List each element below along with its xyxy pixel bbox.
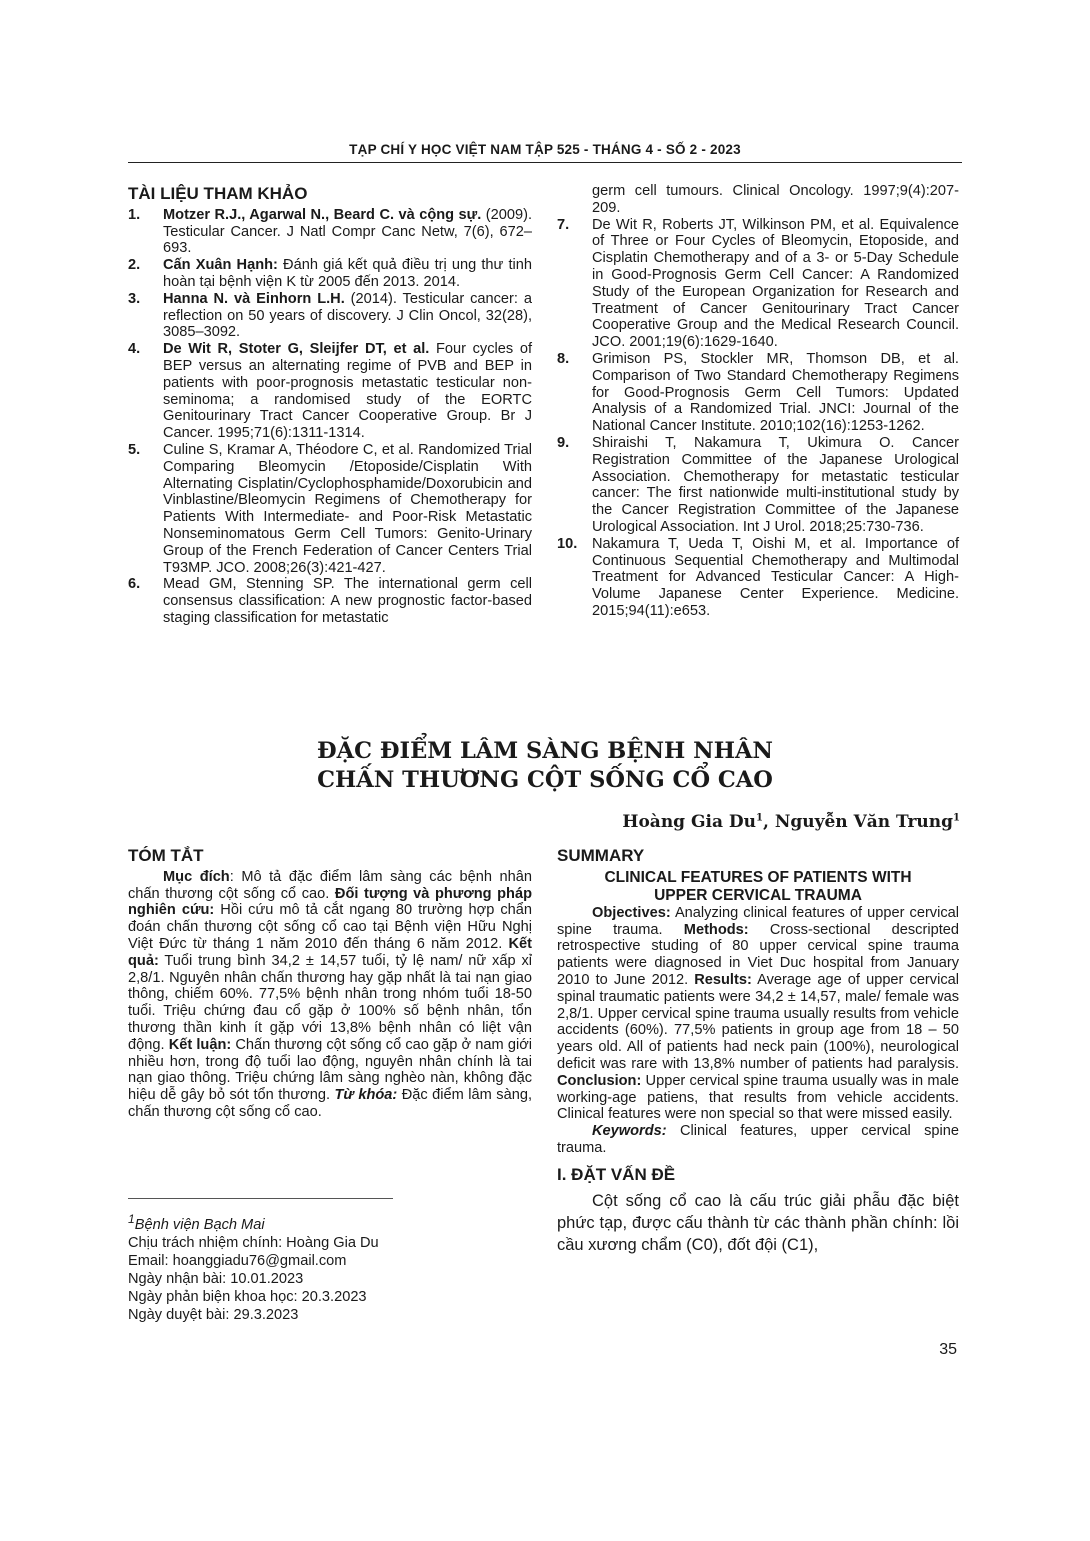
footnote-divider — [128, 1198, 393, 1199]
reference-number: 9. — [557, 434, 570, 451]
reference-text: (2014). Testicular cancer: a reflection on 50 years of discovery. J Clin Oncol, 32(28), 3085–3092. — [163, 290, 532, 341]
reference-authors: Motzer R.J., Agarwal N., Beard C. và cộng sự. — [163, 206, 482, 223]
reference-number: 4. — [128, 341, 141, 358]
reference-text: Culine S, Kramar A, Théodore C, et al. Randomized Trial Comparing Bleomycin /Etoposide/Cisplatin With Alternating Cisplatin/Cyclophosphamide/Doxorubicin and Vinblastine/Bleomycin Regimens of Chemotherapy for Patients With Intermediate- and Poor-Risk Metastatic Nonseminomatous Germ Cell Tumors: Genito-Urinary Group of the French Federation of Cancer Centers Trial T93MP. JCO. 2008;26(3):421-427. — [163, 441, 532, 576]
reference-item — [128, 291, 532, 341]
reference-number: 1. — [128, 206, 141, 223]
journal-header: TẠP CHÍ Y HỌC VIỆT NAM TẬP 525 - THÁNG 4 - SỐ 2 - 2023 — [349, 142, 741, 157]
reference-item — [128, 576, 532, 626]
author-name: Nguyễn Văn Trung — [774, 812, 954, 832]
paper-title-line-1: ĐẶC ĐIỂM LÂM SÀNG BỆNH NHÂN — [317, 738, 773, 764]
author-affiliation-mark: 1 — [756, 812, 763, 824]
reference-authors: Cấn Xuân Hạnh: — [163, 257, 278, 274]
email: Email: hoanggiadu76@gmail.com — [128, 1252, 347, 1269]
reference-authors: Hanna N. và Einhorn L.H. — [163, 290, 345, 307]
reference-text: Shiraishi T, Nakamura T, Ukimura O. Cancer Registration Committee of the Japanese Urological Association. Chemotherapy for metastatic testicular cancer: The first nationwide multi-institutional study by the Cancer Registration Committee of the Japanese Urological Association. Int J Urol. 2018;25:730-736. — [592, 434, 959, 535]
date-accepted: Ngày duyệt bài: 29.3.2023 — [128, 1306, 299, 1323]
reference-number: 10. — [557, 535, 578, 552]
abstract-en-subtitle: CLINICAL FEATURES OF PATIENTS WITH UPPER CERVICAL TRAUMA — [604, 868, 912, 904]
reference-number: 5. — [128, 441, 141, 458]
references-right-column — [557, 183, 959, 620]
abstract-vi-body: Mục đích: Mô tả đặc điểm lâm sàng các bệnh nhân chấn thương cột sống cổ cao. Đối tượng và phương pháp nghiên cứu: Hồi cứu mô tả cắt ngang 80 trường hợp chẩn đoán chấn thương cột sống cổ cao tại Bệnh viện Hữu Nghị Việt Đức từ tháng 1 năm 2010 đến tháng 6 năm 2012. Kết quả: Tuổi trung bình 34,2 ± 14,57 tuổi, tỷ lệ nam/ nữ xấp xỉ 2,8/1. Nguyên nhân chấn thương hay gặp nhất là tai nạn giao thông, chiếm 60%. 77,5% bệnh nhân trong nhóm tuổi 18-50 tuổi. Triệu chứng đau cổ gặp ở 100% số bệnh nhân, tổn thương thần kinh ít gặp với 13,8% bệnh nhân có liệt vận động. Kết luận: Chấn thương cột sống cổ cao gặp ở nam giới nhiều hơn, trong độ tuổi lao động, nguyên nhân chính là tai nạn giao thông. Triệu chứng lâm sàng nghèo nàn, không đặc hiệu dễ gây bỏ sót tổn thương. Từ khóa: Đặc điểm lâm sàng, chấn thương cột sống cổ cao. — [128, 868, 533, 1120]
reference-authors: De Wit R, Stoter G, Sleijfer DT, et al. — [163, 341, 430, 358]
abstract-en-body: Objectives: Analyzing clinical features of upper cervical spine trauma. Methods: Cross-sectional descripted retrospective studing of 80 upper cervical spine trauma patients were diagnosed in Viet Duc hospital from January 2010 to June 2012. Results: Average age of upper cervical spinal traumatic patients were 34,2 ± 14,57, male/ female was 2,8/1. Upper cervical spine trauma usually results from vehicle accidents (60%). 77,5% patients in group age from 18 – 50 years old. All of patients had neck pain (100%), neurological deficit was rare with 13,8% number of patients had paralysis. Conclusion: Upper cervical spine trauma usually was in male working-age patiens, that results from vehicle accidents. Clinical features were non special so that were missed easily. — [557, 904, 959, 1123]
abstract-en-heading: SUMMARY — [557, 846, 645, 865]
reference-item — [557, 536, 959, 620]
date-reviewed: Ngày phản biện khoa học: 20.3.2023 — [128, 1288, 367, 1305]
reference-text: Grimison PS, Stockler MR, Thomson DB, et al. Comparison of Two Standard Chemotherapy Regimens for Good-Prognosis Germ Cell Tumors: Updated Analysis of a Randomized Trial. JNCI: Journal of the National Cancer Institute. 2010;102(16):1253-1262. — [592, 350, 959, 435]
reference-text: (2009). Testicular Cancer. J Natl Compr Canc Netw, 7(6), 672–693. — [163, 206, 533, 257]
reference-item — [128, 341, 532, 442]
reference-item — [557, 351, 959, 435]
reference-number: 7. — [557, 216, 570, 233]
intro-text: Cột sống cổ cao là cấu trúc giải phẫu đặc biệt phức tạp, được cấu thành từ các thành phần chính: lồi cầu xương chẩm (C0), đốt đội (C1), — [557, 1191, 959, 1254]
reference-text: Đánh giá kết quả điều trị ung thư tinh hoàn tại bệnh viện K từ 2005 đến 2013. 2014. — [163, 257, 533, 290]
abstract-vietnamese — [128, 848, 532, 1121]
author-separator: , — [762, 812, 775, 832]
affiliation: $^1$Bệnh viện Bạch Mai — [128, 1212, 265, 1233]
reference-text: Mead GM, Stenning SP. The international germ cell consensus classification: A new prognostic factor-based staging classification for metastatic — [163, 576, 532, 626]
abstract-vi-heading: TÓM TẮT — [128, 846, 204, 865]
header-divider — [128, 162, 962, 163]
page-number: 35 — [939, 1341, 957, 1358]
reference-text: Nakamura T, Ueda T, Oishi M, et al. Importance of Continuous Sequential Chemotherapy and Multimodal Treatment for Advanced Testicular Cancer: A High-Volume Japanese Center Experience. Medicine. 2015;94(11):e653. — [592, 535, 959, 619]
intro-heading: I. ĐẶT VẤN ĐỀ — [557, 1164, 676, 1184]
reference-text: De Wit R, Roberts JT, Wilkinson PM, et al. Equivalence of Three or Four Cycles of Bleomycin, Etoposide, and Cisplatin Chemotherapy and of a 3- or 5-Day Schedule in Good-Prognosis Germ Cell Cancer: A Randomized Study of the European Organization for Research and Treatment of Cancer Genitourinary Tract Cancer Cooperative Group and the Medical Research Council. JCO. 2001;19(6):1629-1640. — [592, 216, 959, 351]
author-affiliation-mark: 1 — [953, 812, 960, 824]
reference-number: 8. — [557, 350, 570, 367]
reference-item — [557, 435, 959, 536]
authors — [622, 812, 960, 832]
reference-continuation: germ cell tumours. Clinical Oncology. 1997;9(4):207-209. — [592, 183, 959, 216]
corresponding-author: Chịu trách nhiệm chính: Hoàng Gia Du — [128, 1234, 379, 1251]
reference-number: 3. — [128, 290, 141, 307]
reference-item — [557, 217, 959, 351]
references-left-column — [128, 186, 532, 627]
author-name: Hoàng Gia Du — [622, 812, 756, 832]
reference-number: 2. — [128, 257, 141, 274]
footnotes — [128, 1210, 532, 1324]
paper-title — [128, 737, 962, 795]
paper-title-line-2: CHẤN THƯƠNG CỘT SỐNG CỔ CAO — [317, 767, 773, 793]
reference-item — [128, 442, 532, 576]
reference-item — [128, 257, 532, 291]
reference-text: Four cycles of BEP versus an alternating regime of PVB and BEP in patients with poor-prognosis metastatic testicular non-seminoma; a randomised study of the EORTC Genitourinary Tract Cancer Cooperative Group. Br J Cancer. 1995;71(6):1311-1314. — [163, 341, 532, 442]
abstract-en-keywords: Keywords: Clinical features, upper cervical spine trauma. — [557, 1123, 959, 1156]
date-received: Ngày nhận bài: 10.01.2023 — [128, 1270, 304, 1287]
reference-item — [128, 207, 532, 257]
references-title: TÀI LIỆU THAM KHẢO — [128, 184, 308, 203]
reference-number: 6. — [128, 576, 141, 593]
abstract-english — [557, 848, 959, 1256]
